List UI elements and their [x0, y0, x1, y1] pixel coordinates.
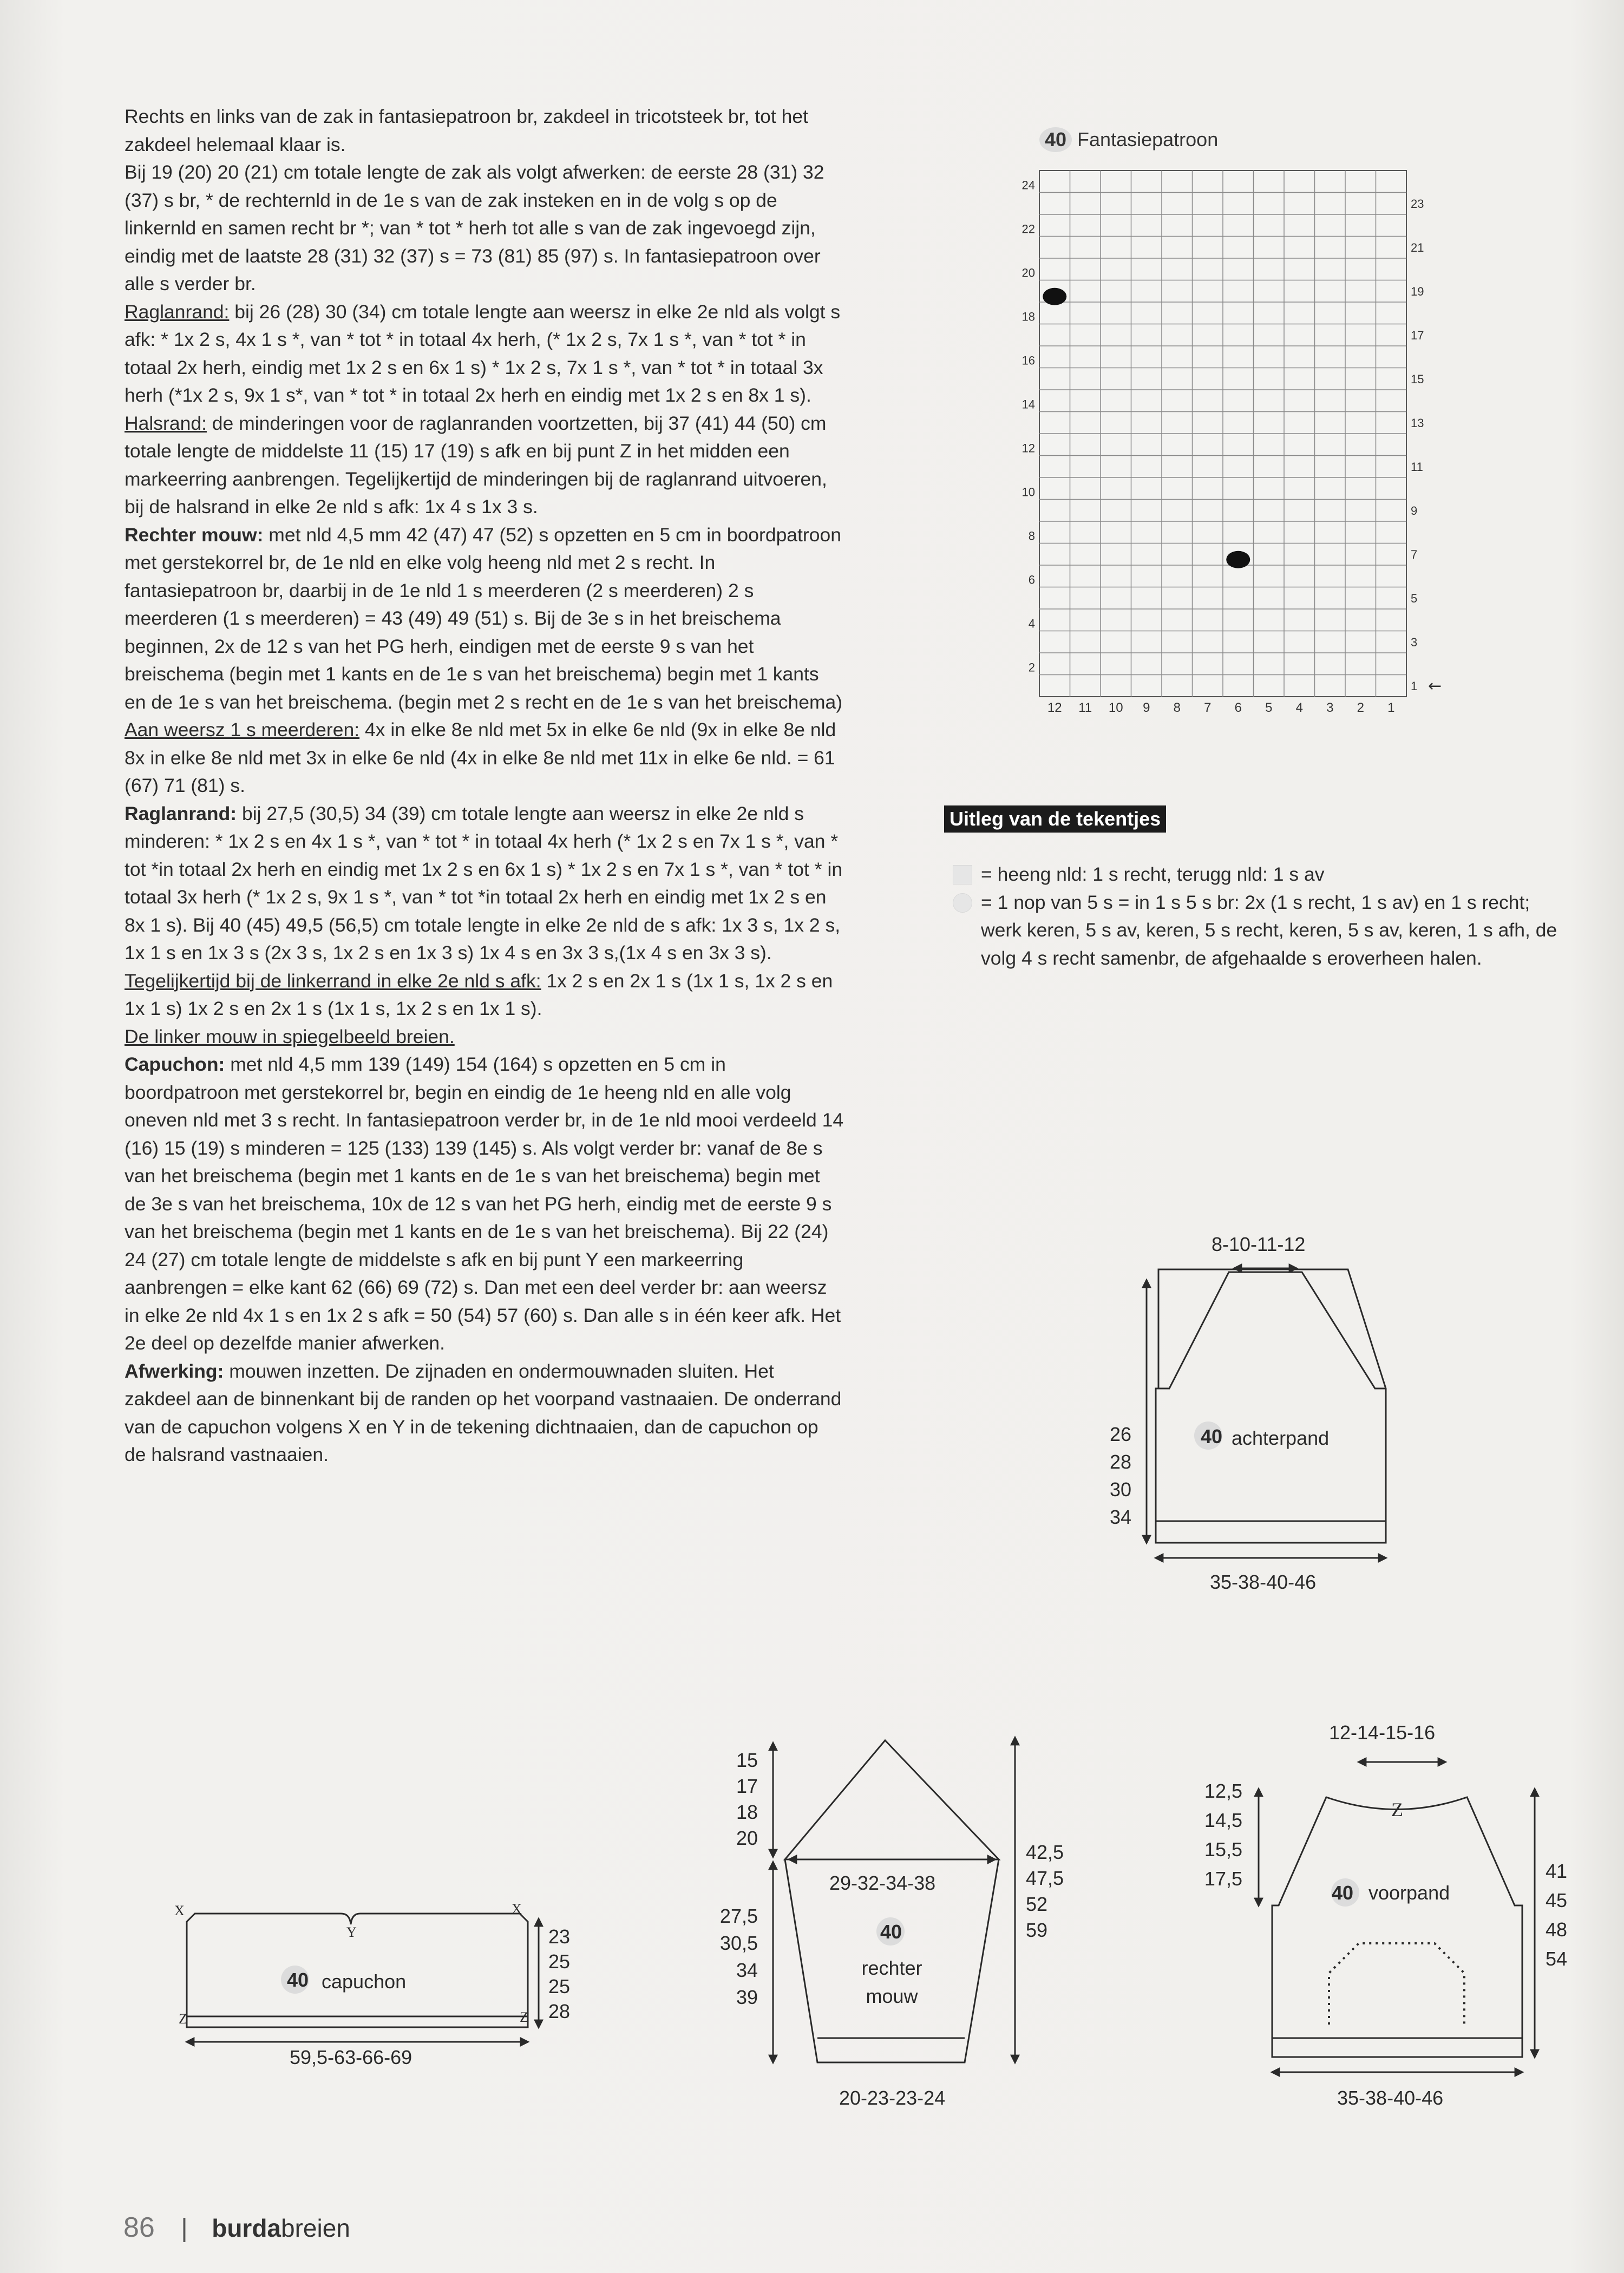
chart-row-label-right: 5 — [1411, 591, 1418, 605]
sleeve-name-line1: rechter — [861, 1957, 922, 1979]
back-name: achterpand — [1232, 1427, 1330, 1449]
hood-height-labels — [548, 1924, 570, 2024]
hood-height-1: 23 — [548, 1925, 571, 1948]
hood-height-3: 25 — [548, 1975, 571, 1997]
chart-row-label-right: 17 — [1411, 328, 1424, 342]
front-number: 40 — [1332, 1882, 1354, 1904]
chart-row-label-left: 10 — [1021, 485, 1035, 499]
hood-height-2: 25 — [548, 1950, 571, 1973]
back-height-4: 34 — [1109, 1506, 1131, 1528]
chart-row-label-left: 4 — [1028, 617, 1035, 631]
sleeve-total-3: 52 — [1026, 1893, 1048, 1915]
hood-point-z-left: Z — [179, 2011, 187, 2027]
heading-finishing: Afwerking: — [125, 1360, 224, 1382]
magazine-brand — [212, 2214, 350, 2242]
heading-increase: Aan weersz 1 s meerderen: — [125, 719, 360, 741]
heading-neckline: Halsrand: — [125, 412, 207, 434]
hood-point-x-right: X — [512, 1901, 522, 1917]
chart-column-label: 2 — [1357, 700, 1364, 715]
legend-knit-text: = heeng nld: 1 s recht, terugg nld: 1 s av — [981, 863, 1325, 885]
text-raglan-sleeve: bij 27,5 (30,5) 34 (39) cm totale lengte aan weersz in elke 2e nld s minderen: * 1x 2 s en 4x 1 s *, van * tot * in totaal 4x herh (* 1x 2 s en 7x 1 s *, van * tot *in totaal 2x herh en eindig met 1x 2 s en 6x 1 s) * 1x 2 s en 7x 1 s *, van * tot * in totaal 3x herh (* 1x 2 s, 9x 1 s *, van * tot *in totaal 2x herh en eindig met 1x 2 s en 8x 1 s). Bij 40 (45) 49,5 (56,5) cm totale lengte in elke 2e nld de s afk: 1x 3 s, 1x 2 s, 1x 1 s en 1x 3 s (2x 3 s, 1x 2 s en 1x 3 s) 1x 4 s en 3x 3 s,(1x 4 s en 3x 3 s). — [125, 802, 843, 964]
sleeve-cap-labels — [728, 1747, 758, 1851]
page-number: 86 — [123, 2212, 155, 2243]
text-increase: 4x in elke 8e nld met 5x in elke 6e nld (9x in elke 8e nld 8x in elke 8e nld met 3x in elke 6e nld (4x in elke 8e nld met 11x in elke 6e nld. = 61 (67) 71 (81) s. — [125, 719, 836, 796]
sleeve-length-4: 39 — [736, 1986, 758, 2008]
sleeve-name — [844, 1954, 939, 2010]
footer-separator: | — [181, 2214, 188, 2243]
chart-row-label-right: 19 — [1411, 284, 1424, 298]
front-width-label: 35-38-40-46 — [1337, 2087, 1444, 2109]
chart-row-label-left: 14 — [1021, 397, 1035, 411]
chart-column-label: 9 — [1143, 700, 1150, 715]
sleeve-length-3: 34 — [736, 1959, 758, 1981]
chart-row-label-right: 1 — [1411, 679, 1418, 693]
chart-column-label: 11 — [1078, 700, 1092, 715]
start-arrow-icon: ← — [1428, 676, 1442, 696]
sleeve-total-1: 42,5 — [1026, 1841, 1064, 1863]
front-length-4: 54 — [1546, 1948, 1568, 1970]
hood-number: 40 — [287, 1969, 309, 1991]
sleeve-cap-4: 20 — [736, 1827, 758, 1849]
heading-hood: Capuchon: — [125, 1053, 225, 1075]
chart-row-label-left: 18 — [1021, 310, 1035, 324]
front-depth-1: 12,5 — [1204, 1780, 1242, 1802]
sleeve-cap-1: 15 — [736, 1749, 758, 1771]
chart-column-label: 8 — [1173, 700, 1181, 715]
chart-row-label-right: 21 — [1411, 240, 1424, 254]
front-depth-4: 17,5 — [1204, 1868, 1242, 1890]
front-neck-depth-labels — [1191, 1777, 1242, 1894]
hood-height-4: 28 — [548, 2000, 571, 2022]
back-height-1: 26 — [1109, 1423, 1131, 1445]
legend-bobble-text: = 1 nop van 5 s = in 1 s 5 s br: 2x (1 s recht, 1 s av) en 1 s recht; werk keren, 5 s av, keren, 5 s recht, keren, 5 s av, keren, 1 s afh, de volg 4 s recht samenbr, de afgehaalde s eroverheen halen. — [981, 891, 1557, 969]
chart-column-label: 7 — [1204, 700, 1212, 715]
text-simultaneous: 1x 2 s en 2x 1 s (1x 1 s, 1x 2 s en 1x 1 s) 1x 2 s en 2x 1 s (1x 1 s, 1x 2 s en 1x 1 s). — [125, 970, 833, 1019]
sleeve-length-2: 30,5 — [719, 1932, 758, 1954]
chart-column-label: 4 — [1295, 700, 1303, 715]
sleeve-total-labels — [1026, 1839, 1064, 1943]
sleeve-width-label: 29-32-34-38 — [829, 1872, 936, 1894]
sleeve-length-labels — [709, 1903, 758, 2011]
brand-bold: burda — [212, 2214, 281, 2242]
text-neckline: de minderingen voor de raglanranden voortzetten, bij 37 (41) 44 (50) cm totale lengte de middelste 11 (15) 17 (19) s afk en bij punt Z in het midden een markeerring aanbrengen. Tegelijkertijd de minderingen bij de raglanrand uitvoeren, bij de halsrand in elke 2e nld s afk: 1x 4 s 1x 3 s. — [125, 412, 827, 518]
chart-column-label: 12 — [1047, 700, 1062, 715]
chart-column-label: 5 — [1265, 700, 1273, 715]
text-right-sleeve: met nld 4,5 mm 42 (47) 47 (52) s opzetten en 5 cm in boordpatroon met gerstekorrel br, de 1e nld en elke volg heeng nld met 2 s recht. In fantasiepatroon br, daarbij in de 1e nld 1 s meerderen (2 s meerderen) 2 s meerderen (1 s meerderen) = 43 (49) 49 (51) s. Bij de 3e s in het breischema beginnen, 2x de 12 s van het PG herh, eindigen met de eerste 9 s van het breischema (begin met 1 kants en de 1e s van het breischema) begin met 1 kants en de 1e s van het breischema. (begin met 2 s recht en de 1e s van het breischema) — [125, 523, 843, 713]
text-finishing: mouwen inzetten. De zijnaden en ondermouwnaden sluiten. Het zakdeel aan de binnenkant bij de randen op het voorpand vastnaaien. De onderrand van de capuchon volgens X en Y in de tekening dichtnaaien, dan de capuchon op de halsrand vastnaaien. — [125, 1360, 842, 1465]
front-depth-3: 15,5 — [1204, 1838, 1242, 1861]
text-hood: met nld 4,5 mm 139 (149) 154 (164) s opzetten en 5 cm in boordpatroon met gerstekorrel br, begin en eindig de 1e heeng nld en alle volg oneven nld met 3 s recht. In fantasiepatroon verder br, in de 1e nld mooi verdeeld 14 (16) 15 (19) s minderen = 125 (133) 139 (145) s. Als volgt verder br: vanaf de 8e s van het breischema (begin met 1 kants en de 1e s van het breischema) begin met de 3e s van het breischema, 10x de 12 s van het PG herh, eindig met de eerste 9 s van het breischema (begin met 1 kants en de 1e s van het breischema). Bij 22 (24) 24 (27) cm totale lengte de middelste s afk en bij punt Y een markeerring aanbrengen = elke kant 62 (66) 69 (72) s. Dan met een deel verder br: aan weersz in elke 2e nld 4x 1 s en 1x 2 s afk = 50 (54) 57 (60) s. Dan alle s in één keer afk. Het 2e deel op dezelfde manier afwerken. — [125, 1053, 844, 1354]
heading-right-sleeve: Rechter mouw: — [125, 523, 264, 546]
sleeve-name-line2: mouw — [866, 1985, 918, 2007]
chart-row-label-right: 23 — [1411, 196, 1424, 211]
paragraph-pocket-finish: Bij 19 (20) 20 (21) cm totale lengte de zak als volgt afwerken: de eerste 28 (31) 32 (37) s br, * de rechternld in de 1e s van de zak insteken en in de volg s op de linkernld en samen recht br *; van * tot * herh tot alle s van de zak ingevoegd zijn, eindig met de laatste 28 (31) 32 (37) s = 73 (81) 85 (97) s. In fantasiepatroon over alle s verder br. — [125, 161, 824, 294]
chart-row-label-right: 15 — [1411, 372, 1424, 386]
sleeve-number: 40 — [880, 1921, 902, 1943]
chart-row-label-right: 7 — [1411, 547, 1418, 561]
sleeve-bottom-label: 20-23-23-24 — [839, 2087, 946, 2109]
back-number: 40 — [1201, 1425, 1223, 1447]
chart-row-label-right: 11 — [1411, 460, 1423, 474]
legend-title: Uitleg van de tekentjes — [944, 805, 1166, 833]
back-height-labels — [1104, 1420, 1131, 1531]
chart-title-text: Fantasiepatroon — [1077, 128, 1219, 150]
chart-column-label: 1 — [1387, 700, 1395, 715]
front-length-labels — [1546, 1857, 1567, 1974]
heading-left-sleeve: De linker mouw in spiegelbeeld breien. — [125, 1025, 455, 1047]
chart-column-label: 3 — [1326, 700, 1334, 715]
front-name: voorpand — [1368, 1882, 1450, 1904]
chart-row-label-right: 3 — [1411, 635, 1418, 649]
back-neck-label: 8-10-11-12 — [1212, 1233, 1306, 1255]
chart-row-label-left: 8 — [1028, 529, 1035, 543]
point-z-label: Z — [1391, 1799, 1403, 1820]
sleeve-total-2: 47,5 — [1026, 1867, 1064, 1889]
hood-point-x-left: X — [174, 1903, 185, 1918]
sleeve-cap-2: 17 — [736, 1775, 758, 1797]
chart-number-badge: 40 — [1039, 127, 1072, 152]
front-length-1: 41 — [1546, 1860, 1568, 1882]
chart-row-label-left: 16 — [1021, 353, 1035, 368]
hood-name: capuchon — [322, 1970, 407, 1993]
text-raglan-back: bij 26 (28) 30 (34) cm totale lengte aan weersz in elke 2e nld als volgt s afk: * 1x 2 s, 4x 1 s *, van * tot * in totaal 4x herh, (* 1x 2 s, 7x 1 s *, van * tot * in totaal 2x herh, eindig met 1x 2 s en 6x 1 s) * 1x 2 s, 7x 1 s *, van * tot * in totaal 3x herh (*1x 2 s, 9x 1 s*, van * tot * in totaal 2x herh en eindig met 1x 2 s en 8x 1 s). — [125, 300, 841, 406]
front-neck-label: 12-14-15-16 — [1329, 1721, 1436, 1744]
brand-rest: breien — [281, 2214, 350, 2242]
hood-width-label: 59,5-63-66-69 — [290, 2046, 412, 2068]
chart-row-label-left: 12 — [1021, 441, 1035, 455]
heading-raglan-back: Raglanrand: — [125, 300, 230, 323]
hood-point-y: Y — [346, 1924, 357, 1940]
chart-row-label-left: 20 — [1021, 266, 1035, 280]
sleeve-cap-3: 18 — [736, 1801, 758, 1823]
front-depth-2: 14,5 — [1204, 1809, 1242, 1831]
chart-row-label-right: 13 — [1411, 416, 1424, 430]
sleeve-total-4: 59 — [1026, 1919, 1048, 1941]
back-height-2: 28 — [1109, 1451, 1131, 1473]
heading-raglan-sleeve: Raglanrand: — [125, 802, 237, 824]
chart-row-label-left: 24 — [1021, 178, 1035, 192]
sleeve-length-1: 27,5 — [719, 1905, 758, 1927]
chart-column-label: 10 — [1108, 700, 1123, 715]
back-height-3: 30 — [1109, 1478, 1131, 1501]
chart-column-label: 6 — [1234, 700, 1242, 715]
paragraph-pocket: Rechts en links van de zak in fantasiepatroon br, zakdeel in tricotsteek br, tot het zakdeel helemaal klaar is. — [125, 106, 808, 155]
hood-point-z-right: Z — [520, 2009, 528, 2025]
page-footer — [123, 2211, 350, 2244]
chart-row-label-left: 22 — [1021, 222, 1035, 236]
chart-row-label-left: 2 — [1028, 660, 1035, 674]
back-width-label: 35-38-40-46 — [1210, 1571, 1317, 1593]
chart-row-label-left: 6 — [1028, 573, 1035, 587]
front-length-3: 48 — [1546, 1918, 1568, 1941]
heading-simultaneous: Tegelijkertijd bij de linkerrand in elke 2e nld s afk: — [125, 970, 541, 992]
chart-row-label-right: 9 — [1411, 503, 1418, 518]
front-length-2: 45 — [1546, 1889, 1568, 1911]
